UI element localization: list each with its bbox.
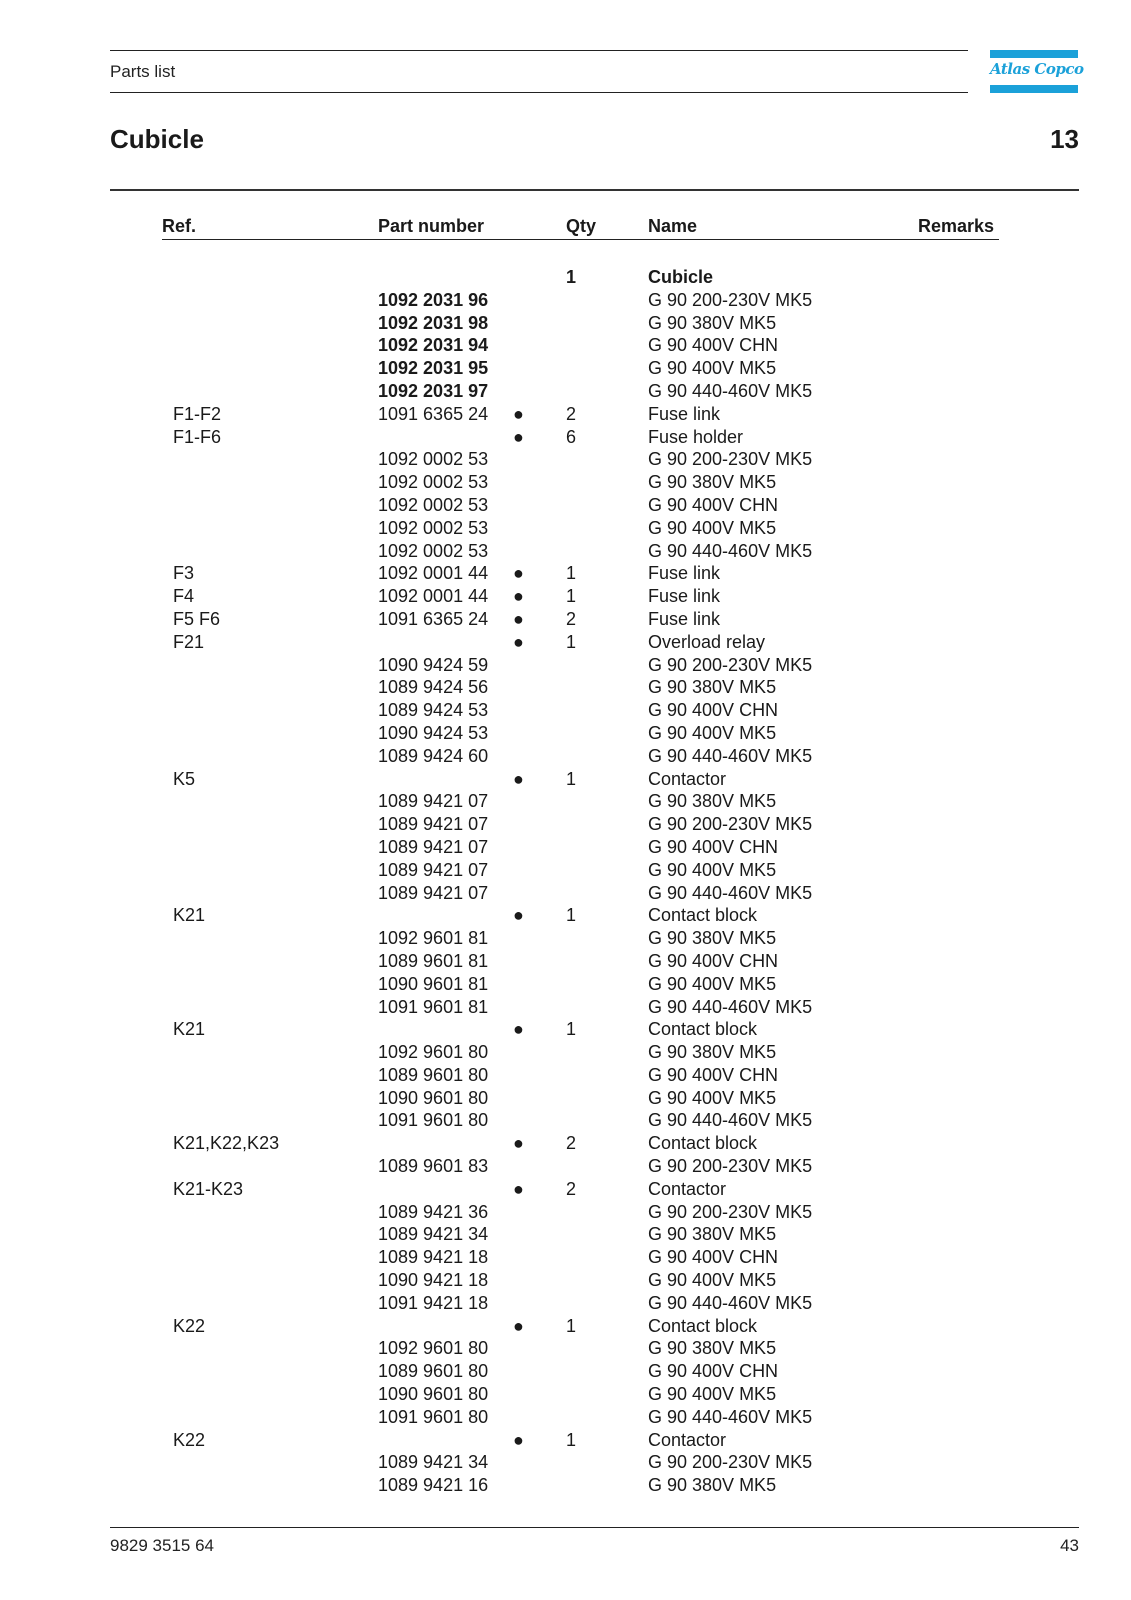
bullet-cell: ●	[513, 1429, 524, 1450]
name-cell: G 90 440-460V MK5	[648, 1110, 813, 1131]
table-row	[0, 357, 1131, 380]
table-row	[0, 562, 1131, 585]
ref-cell: K21-K23	[173, 1178, 244, 1199]
table-row	[0, 608, 1131, 631]
part-number-cell: 1092 0002 53	[378, 540, 489, 561]
table-row	[0, 1087, 1131, 1110]
qty-cell: 1	[566, 631, 577, 652]
ref-cell: K21,K22,K23	[173, 1133, 280, 1154]
table-row	[0, 1109, 1131, 1132]
column-header-ref: Ref.	[162, 216, 197, 236]
bullet-cell: ●	[513, 608, 524, 629]
table-row	[0, 1315, 1131, 1338]
ref-cell: K22	[173, 1315, 206, 1336]
part-number-cell: 1091 9421 18	[378, 1292, 489, 1313]
column-header-qty: Qty	[566, 216, 597, 236]
header-bottom-rule	[110, 92, 968, 93]
name-cell: G 90 380V MK5	[648, 928, 777, 949]
table-row	[0, 699, 1131, 722]
part-number-cell: 1092 0002 53	[378, 472, 489, 493]
name-cell: G 90 400V CHN	[648, 836, 779, 857]
table-row	[0, 745, 1131, 768]
table-row	[0, 654, 1131, 677]
table-row	[0, 1178, 1131, 1201]
table-row	[0, 1132, 1131, 1155]
table-row	[0, 996, 1131, 1019]
name-cell: G 90 440-460V MK5	[648, 745, 813, 766]
name-cell: G 90 440-460V MK5	[648, 540, 813, 561]
part-number-cell: 1089 9421 07	[378, 882, 489, 903]
part-number-cell: 1092 9601 80	[378, 1042, 489, 1063]
part-number-cell: 1092 0001 44	[378, 586, 489, 607]
atlas-copco-logo	[990, 50, 1084, 93]
name-cell: Contact block	[648, 1133, 758, 1154]
column-header-rule	[162, 239, 999, 240]
qty-cell: 2	[566, 608, 577, 629]
name-cell: G 90 380V MK5	[648, 1475, 777, 1496]
name-cell: G 90 440-460V MK5	[648, 1292, 813, 1313]
ref-cell: F21	[173, 631, 205, 652]
part-number-cell: 1089 9601 83	[378, 1156, 489, 1177]
bullet-cell: ●	[513, 1019, 524, 1040]
header-top-rule	[110, 50, 968, 51]
part-number-cell: 1090 9424 59	[378, 654, 489, 675]
table-row	[0, 494, 1131, 517]
ref-cell: F3	[173, 563, 195, 584]
table-row	[0, 859, 1131, 882]
part-number-cell: 1089 9424 53	[378, 700, 489, 721]
name-cell: G 90 440-460V MK5	[648, 882, 813, 903]
bullet-cell: ●	[513, 1178, 524, 1199]
table-row	[0, 790, 1131, 813]
table-row	[0, 1292, 1131, 1315]
bullet-cell: ●	[513, 1315, 524, 1336]
qty-cell: 1	[566, 586, 577, 607]
table-row	[0, 517, 1131, 540]
qty-cell: 1	[566, 563, 577, 584]
part-number-cell: 1090 9601 80	[378, 1087, 489, 1108]
table-row	[0, 631, 1131, 654]
name-cell: G 90 400V MK5	[648, 859, 777, 880]
qty-cell: 1	[566, 905, 577, 926]
name-cell: G 90 200-230V MK5	[648, 1201, 813, 1222]
table-row	[0, 1337, 1131, 1360]
bullet-cell: ●	[513, 905, 524, 926]
table-row	[0, 1246, 1131, 1269]
part-number-cell: 1091 6365 24	[378, 403, 489, 424]
header-label: Parts list	[110, 62, 176, 81]
table-row	[0, 1429, 1131, 1452]
table-row	[0, 1041, 1131, 1064]
part-number-cell: 1091 9601 80	[378, 1406, 489, 1427]
bullet-cell: ●	[513, 586, 524, 607]
name-cell: Fuse holder	[648, 426, 744, 447]
part-number-cell: 1089 9601 80	[378, 1064, 489, 1085]
name-cell: G 90 400V MK5	[648, 973, 777, 994]
ref-cell: F1-F6	[173, 426, 222, 447]
name-cell: Contactor	[648, 768, 727, 789]
name-cell: G 90 380V MK5	[648, 472, 777, 493]
name-cell: G 90 400V MK5	[648, 722, 777, 743]
part-number-cell: 1090 9421 18	[378, 1270, 489, 1291]
table-row	[0, 722, 1131, 745]
table-row	[0, 882, 1131, 905]
table-row	[0, 312, 1131, 335]
bullet-cell: ●	[513, 1133, 524, 1154]
part-number-cell: 1092 2031 95	[378, 358, 489, 379]
part-number-cell: 1089 9421 18	[378, 1247, 489, 1268]
table-row	[0, 380, 1131, 403]
column-header-name: Name	[648, 216, 698, 236]
part-number-cell: 1089 9421 07	[378, 814, 489, 835]
section-title: Cubicle	[110, 124, 204, 154]
part-number-cell: 1089 9421 36	[378, 1201, 489, 1222]
name-cell: Contact block	[648, 905, 758, 926]
part-number-cell: 1092 0002 53	[378, 494, 489, 515]
name-cell: Contactor	[648, 1429, 727, 1450]
part-number-cell: 1092 2031 94	[378, 335, 489, 356]
table-row	[0, 1201, 1131, 1224]
name-cell: G 90 380V MK5	[648, 1338, 777, 1359]
name-cell: G 90 400V CHN	[648, 1064, 779, 1085]
name-cell: Contact block	[648, 1019, 758, 1040]
table-row	[0, 426, 1131, 449]
bullet-cell: ●	[513, 768, 524, 789]
name-cell: G 90 200-230V MK5	[648, 1452, 813, 1473]
table-row	[0, 1155, 1131, 1178]
name-cell: Cubicle	[648, 267, 714, 287]
name-cell: G 90 400V MK5	[648, 1087, 777, 1108]
bullet-cell: ●	[513, 563, 524, 584]
name-cell: G 90 200-230V MK5	[648, 1156, 813, 1177]
footer-rule	[110, 1527, 1079, 1528]
part-number-cell: 1092 0002 53	[378, 517, 489, 538]
name-cell: G 90 400V CHN	[648, 1361, 779, 1382]
part-number-cell: 1092 9601 80	[378, 1338, 489, 1359]
name-cell: Fuse link	[648, 403, 721, 424]
table-row	[0, 471, 1131, 494]
name-cell: G 90 200-230V MK5	[648, 449, 813, 470]
table-row	[0, 1018, 1131, 1041]
section-rule	[110, 189, 1079, 191]
name-cell: G 90 380V MK5	[648, 1224, 777, 1245]
logo-top-bar	[990, 50, 1078, 58]
table-row	[0, 540, 1131, 563]
table-row	[0, 585, 1131, 608]
part-number-cell: 1090 9601 81	[378, 973, 489, 994]
part-number-cell: 1092 2031 96	[378, 289, 489, 310]
table-row	[0, 1451, 1131, 1474]
part-number-cell: 1092 2031 98	[378, 312, 489, 333]
table-row	[0, 1383, 1131, 1406]
table-row	[0, 676, 1131, 699]
table-row	[0, 403, 1131, 426]
ref-cell: F4	[173, 586, 195, 607]
name-cell: G 90 380V MK5	[648, 677, 777, 698]
qty-cell: 1	[566, 1019, 577, 1040]
name-cell: G 90 400V CHN	[648, 335, 779, 356]
part-number-cell: 1090 9601 80	[378, 1384, 489, 1405]
qty-cell: 6	[566, 426, 577, 447]
qty-cell: 1	[566, 267, 577, 287]
name-cell: G 90 380V MK5	[648, 1042, 777, 1063]
column-header-part-number: Part number	[378, 216, 485, 236]
name-cell: Contactor	[648, 1178, 727, 1199]
name-cell: G 90 380V MK5	[648, 312, 777, 333]
part-number-cell: 1091 6365 24	[378, 608, 489, 629]
name-cell: G 90 400V MK5	[648, 1270, 777, 1291]
footer-page-number: 43	[1060, 1536, 1079, 1555]
logo-text: Atlas Copco	[990, 60, 1084, 78]
table-row	[0, 1360, 1131, 1383]
bullet-cell: ●	[513, 426, 524, 447]
table-row	[0, 973, 1131, 996]
name-cell: G 90 400V MK5	[648, 358, 777, 379]
part-number-cell: 1089 9421 34	[378, 1224, 489, 1245]
part-number-cell: 1092 9601 81	[378, 928, 489, 949]
part-number-cell: 1092 0002 53	[378, 449, 489, 470]
table-row	[0, 813, 1131, 836]
name-cell: G 90 400V MK5	[648, 517, 777, 538]
column-header-remarks: Remarks	[918, 216, 995, 236]
part-number-cell: 1092 0001 44	[378, 563, 489, 584]
part-number-cell: 1089 9421 07	[378, 859, 489, 880]
name-cell: G 90 440-460V MK5	[648, 996, 813, 1017]
footer-document-number: 9829 3515 64	[110, 1536, 214, 1555]
table-row	[0, 904, 1131, 927]
part-number-cell: 1092 2031 97	[378, 380, 489, 401]
part-number-cell: 1089 9421 07	[378, 836, 489, 857]
ref-cell: K22	[173, 1429, 206, 1450]
qty-cell: 1	[566, 768, 577, 789]
bullet-cell: ●	[513, 403, 524, 424]
table-row	[0, 448, 1131, 471]
ref-cell: K21	[173, 1019, 206, 1040]
part-number-cell: 1091 9601 81	[378, 996, 489, 1017]
ref-cell: K5	[173, 768, 196, 789]
part-number-cell: 1089 9421 34	[378, 1452, 489, 1473]
name-cell: Fuse link	[648, 563, 721, 584]
name-cell: G 90 400V CHN	[648, 950, 779, 971]
name-cell: G 90 200-230V MK5	[648, 289, 813, 310]
qty-cell: 1	[566, 1429, 577, 1450]
qty-cell: 2	[566, 403, 577, 424]
part-number-cell: 1089 9424 60	[378, 745, 489, 766]
section-number: 13	[1050, 124, 1079, 154]
ref-cell: F1-F2	[173, 403, 222, 424]
name-cell: Fuse link	[648, 586, 721, 607]
name-cell: G 90 400V CHN	[648, 494, 779, 515]
name-cell: G 90 400V CHN	[648, 1247, 779, 1268]
table-row	[0, 1406, 1131, 1429]
table-row	[0, 266, 1131, 289]
name-cell: Overload relay	[648, 631, 766, 652]
qty-cell: 2	[566, 1133, 577, 1154]
table-row	[0, 950, 1131, 973]
name-cell: G 90 440-460V MK5	[648, 380, 813, 401]
table-row	[0, 289, 1131, 312]
table-row	[0, 1474, 1131, 1497]
name-cell: Contact block	[648, 1315, 758, 1336]
name-cell: G 90 200-230V MK5	[648, 654, 813, 675]
part-number-cell: 1091 9601 80	[378, 1110, 489, 1131]
name-cell: G 90 440-460V MK5	[648, 1406, 813, 1427]
table-row	[0, 768, 1131, 791]
qty-cell: 2	[566, 1178, 577, 1199]
part-number-cell: 1090 9424 53	[378, 722, 489, 743]
part-number-cell: 1089 9601 81	[378, 950, 489, 971]
part-number-cell: 1089 9421 16	[378, 1475, 489, 1496]
part-number-cell: 1089 9601 80	[378, 1361, 489, 1382]
ref-cell: K21	[173, 905, 206, 926]
bullet-cell: ●	[513, 631, 524, 652]
part-number-cell: 1089 9424 56	[378, 677, 489, 698]
table-row	[0, 1269, 1131, 1292]
name-cell: G 90 400V MK5	[648, 1384, 777, 1405]
name-cell: Fuse link	[648, 608, 721, 629]
name-cell: G 90 200-230V MK5	[648, 814, 813, 835]
parts-table	[0, 266, 1131, 1497]
table-row	[0, 927, 1131, 950]
table-row	[0, 1223, 1131, 1246]
table-row	[0, 1064, 1131, 1087]
qty-cell: 1	[566, 1315, 577, 1336]
name-cell: G 90 380V MK5	[648, 791, 777, 812]
logo-bottom-bar	[990, 85, 1078, 93]
ref-cell: F5 F6	[173, 608, 221, 629]
part-number-cell: 1089 9421 07	[378, 791, 489, 812]
table-row	[0, 334, 1131, 357]
table-row	[0, 836, 1131, 859]
name-cell: G 90 400V CHN	[648, 700, 779, 721]
